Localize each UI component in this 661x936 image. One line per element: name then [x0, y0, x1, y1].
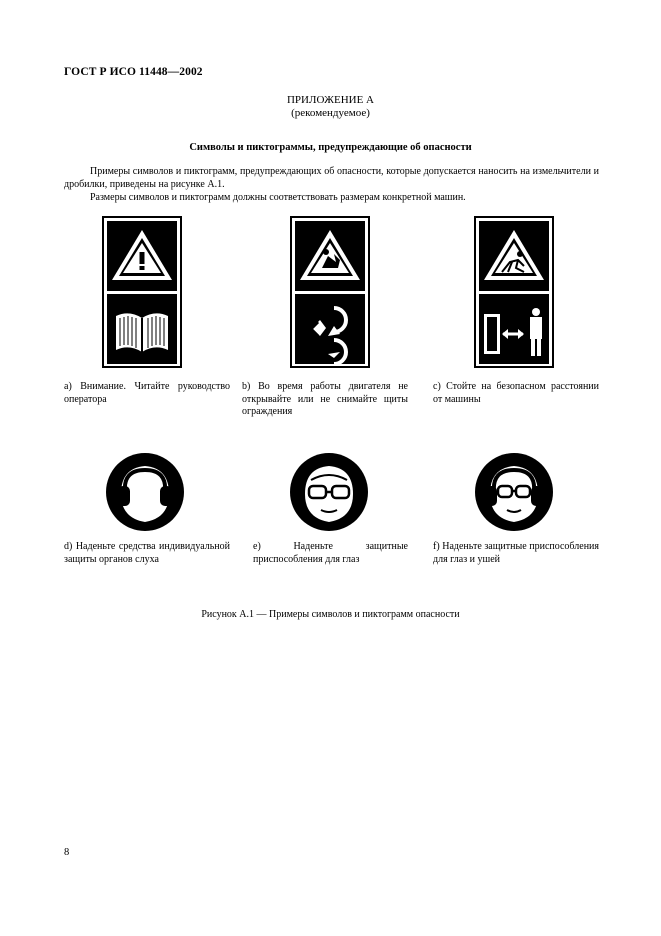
appendix-title: ПРИЛОЖЕНИЕ А	[286, 94, 374, 106]
caption-e: e) Наденьте защитные приспособления для глаз	[253, 541, 408, 565]
safe-distance-icon	[474, 216, 554, 368]
rotating-parts-guard-icon	[290, 216, 370, 368]
appendix-heading	[0, 94, 661, 120]
caption-b: b) Во время работы двигателя не открывайте или не снимайте щиты ограждения	[242, 381, 408, 417]
caption-d: d) Наденьте средства индивидуальной защиты органов слуха	[64, 541, 230, 565]
paragraph-1: Примеры символов и пиктограмм, предупреждающих об опасности, которые допускается наносить на измельчители и дробилки, приведены на рисунке А.1.	[64, 166, 599, 190]
appendix-note: (рекомендуемое)	[291, 107, 370, 119]
page-number: 8	[64, 847, 70, 858]
warning-read-manual-icon	[102, 216, 182, 368]
figure-caption: Рисунок А.1 — Примеры символов и пиктограмм опасности	[201, 609, 460, 620]
caption-a: a) Внимание. Читайте руководство оператора	[64, 381, 230, 405]
standard-header: ГОСТ Р ИСО 11448—2002	[64, 66, 203, 78]
eye-protection-icon	[289, 452, 369, 532]
section-title: Символы и пиктограммы, предупреждающие об опасности	[189, 142, 472, 153]
caption-c: c) Стойте на безопасном расстоянии от машины	[433, 381, 599, 405]
ear-protection-icon	[105, 452, 185, 532]
eye-ear-protection-icon	[474, 452, 554, 532]
caption-f: f) Наденьте защитные приспособления для глаз и ушей	[433, 541, 599, 565]
paragraph-2: Размеры символов и пиктограмм должны соответствовать размерам конкретной машин.	[90, 192, 466, 203]
